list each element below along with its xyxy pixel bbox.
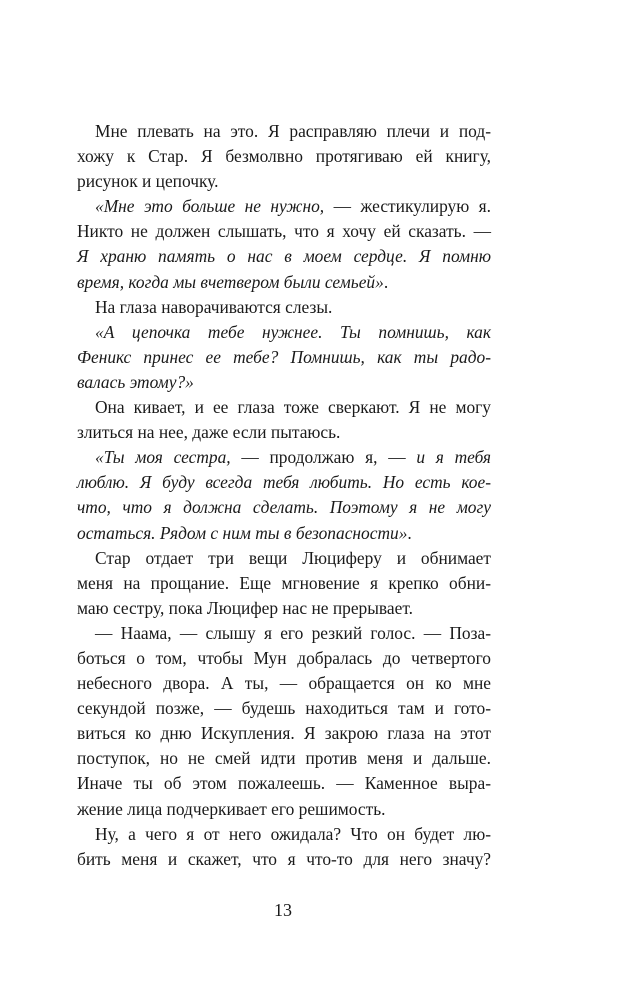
- italic-text-segment: что, что я должна сделать. Поэтому я не могу: [77, 497, 491, 518]
- text-line: [77, 822, 491, 847]
- text-segment: маю сестру, пока Люцифер нас не прерывает.: [77, 597, 413, 618]
- text-line: [77, 621, 491, 646]
- text-line: [77, 119, 491, 144]
- text-segment: рисунок и цепочку.: [77, 171, 219, 192]
- text-line: [77, 295, 491, 320]
- text-segment: хожу к Стар. Я безмолвно протягиваю ей книгу,: [77, 146, 491, 167]
- text-segment: злиться на нее, даже если пытаюсь.: [77, 422, 341, 443]
- text-line: [77, 370, 491, 395]
- text-line: [77, 771, 491, 796]
- text-segment: меня на прощание. Еще мгновение я крепко обни-: [77, 572, 491, 593]
- text-segment: бить меня и скажет, что я что-то для него значу?: [77, 848, 491, 869]
- italic-text-segment: «Ты моя сестра,: [95, 447, 231, 468]
- italic-text-segment: люблю. Я буду всегда тебя любить. Но есть кое-: [77, 472, 491, 493]
- text-line: [77, 144, 491, 169]
- text-line: [77, 470, 491, 495]
- text-segment: боться о том, чтобы Мун добралась до четвертого: [77, 647, 491, 668]
- text-line: [77, 571, 491, 596]
- text-segment: — жестикулирую я.: [324, 196, 491, 217]
- text-segment: — продолжаю я, —: [230, 447, 417, 468]
- text-line: [77, 596, 491, 621]
- text-segment: небесного двора. А ты, — обращается он ко мне: [77, 673, 491, 694]
- text-segment: .: [407, 522, 412, 543]
- text-segment: .: [383, 271, 389, 292]
- text-line: [77, 721, 491, 746]
- italic-text-segment: «А цепочка тебе нужнее. Ты помнишь, как: [95, 321, 491, 342]
- text-line: [77, 445, 491, 470]
- italic-text-segment: Я храню память о нас в моем сердце. Я помню: [77, 246, 491, 267]
- text-segment: — Наама, — слышу я его резкий голос. — Поза-: [95, 622, 491, 643]
- text-segment: Она кивает, и ее глаза тоже сверкают. Я не могу: [95, 397, 491, 418]
- text-line: [77, 797, 491, 822]
- text-segment: виться ко дню Искупления. Я закрою глаза на этот: [77, 723, 491, 744]
- text-segment: жение лица подчеркивает его решимость.: [77, 798, 386, 819]
- text-line: [77, 169, 491, 194]
- italic-text-segment: Феникс принес ее тебе? Помнишь, как ты радо-: [77, 346, 491, 367]
- text-segment: Мне плевать на это. Я расправляю плечи и под-: [95, 121, 491, 141]
- text-line: [77, 521, 491, 546]
- text-segment: секундой позже, — будешь находиться там и гото-: [77, 698, 491, 719]
- italic-text-segment: «Мне это больше не нужно,: [95, 196, 325, 217]
- text-line: [77, 395, 491, 420]
- text-line: [77, 847, 491, 872]
- page-body-text: [77, 119, 491, 872]
- text-line: [77, 671, 491, 696]
- text-line: [77, 244, 491, 269]
- italic-text-segment: валась этому?»: [77, 371, 194, 392]
- text-line: [77, 420, 491, 445]
- text-line: [77, 696, 491, 721]
- text-line: [77, 194, 491, 219]
- text-segment: поступок, но не смей идти против меня и дальше.: [77, 748, 491, 769]
- page-number: 13: [274, 900, 292, 920]
- text-segment: Ну, а чего я от него ожидала? Что он будет лю-: [95, 823, 491, 844]
- text-segment: Никто не должен слышать, что я хочу ей сказать. —: [77, 221, 491, 242]
- italic-text-segment: время, когда мы вчетвером были семьей»: [77, 271, 384, 292]
- text-line: [77, 219, 491, 244]
- text-line: [77, 746, 491, 771]
- italic-text-segment: и я тебя: [416, 447, 492, 468]
- text-line: [77, 320, 491, 345]
- text-line: [77, 495, 491, 520]
- italic-text-segment: остаться. Рядом с ним ты в безопасности»: [77, 522, 408, 543]
- text-line: [77, 646, 491, 671]
- text-segment: Иначе ты об этом пожалеешь. — Каменное выра-: [77, 773, 491, 794]
- text-line: [77, 345, 491, 370]
- text-segment: На глаза наворачиваются слезы.: [95, 296, 333, 317]
- text-line: [77, 270, 491, 295]
- text-line: [77, 546, 491, 571]
- text-segment: Стар отдает три вещи Люциферу и обнимает: [95, 547, 491, 568]
